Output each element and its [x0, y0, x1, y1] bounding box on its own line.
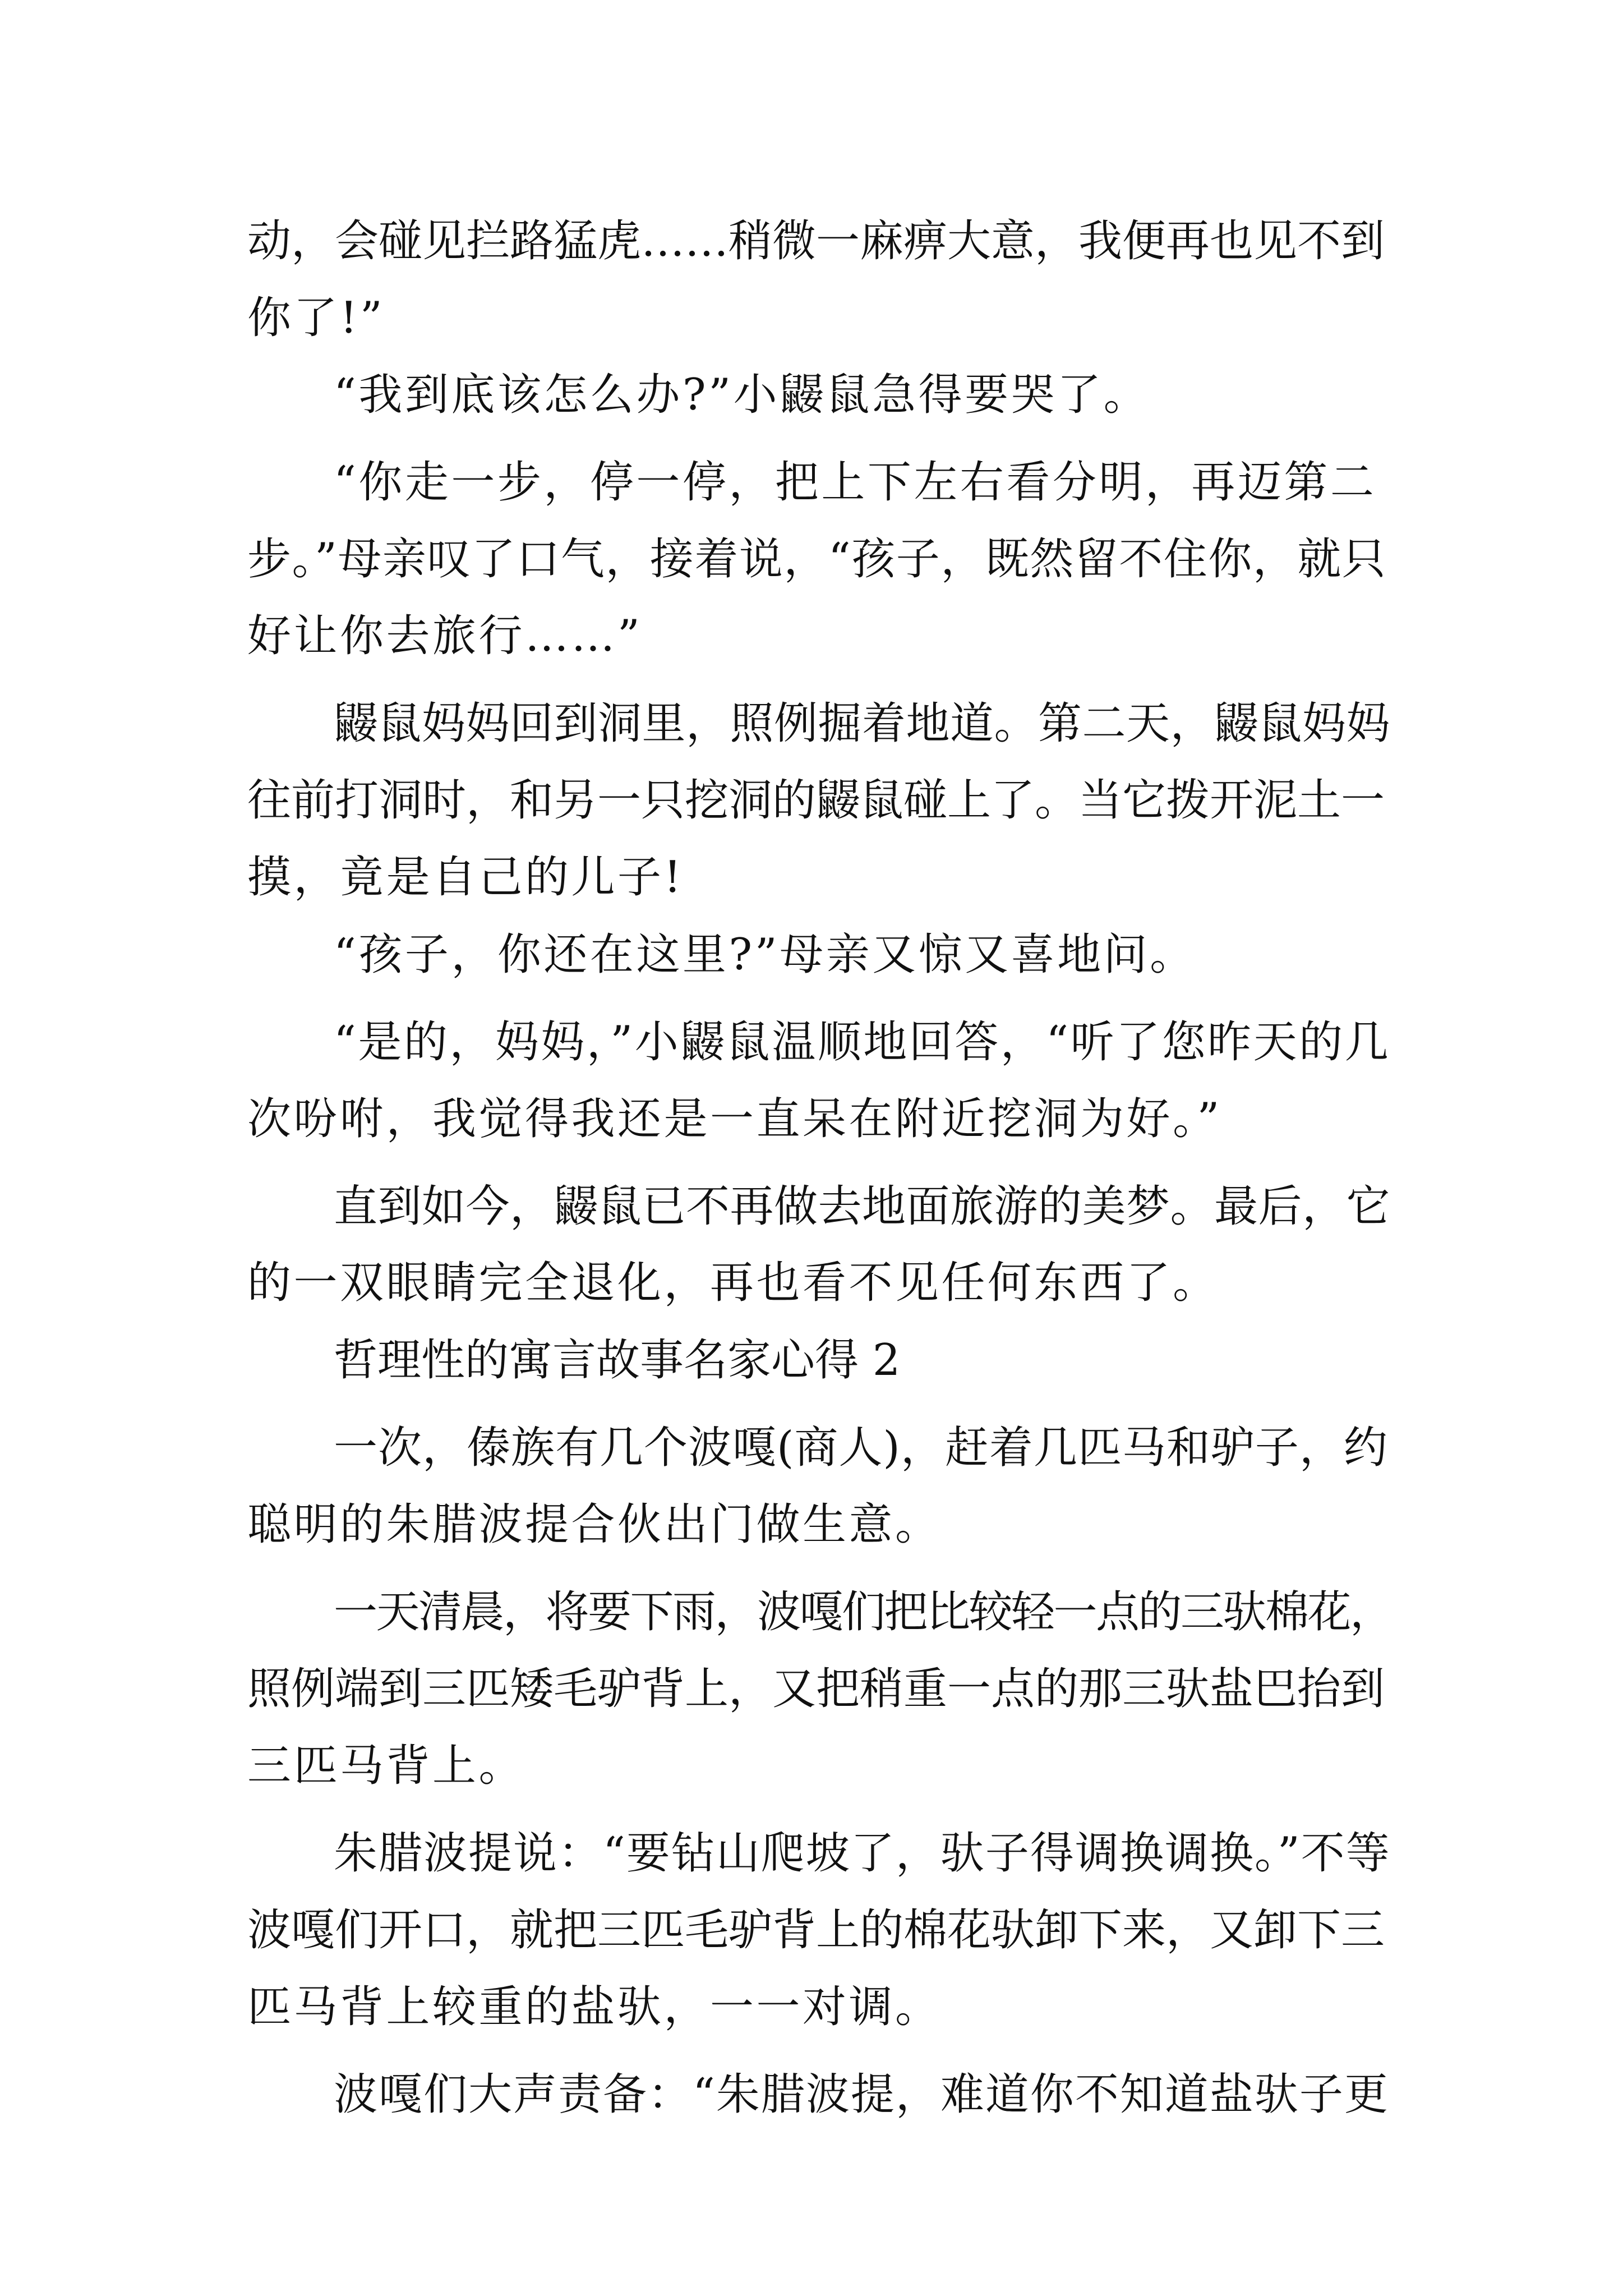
- text-line: 匹马背上较重的盐驮，一一对调。: [247, 1982, 942, 2032]
- text-line: 直到如今，鼹鼠已不再做去地面旅游的美梦。最后，它: [334, 1181, 1391, 1232]
- text-line: 一次，傣族有几个波嘎(商人)，赶着几匹马和驴子，约: [334, 1423, 1388, 1473]
- text-line: “是的，妈妈，”小鼹鼠温顺地回答，“听了您昨天的几: [334, 1017, 1391, 1068]
- text-line: 次吩咐，我觉得我还是一直呆在附近挖洞为好。”: [247, 1094, 1222, 1144]
- text-line: 照例端到三匹矮毛驴背上，又把稍重一点的那三驮盐巴抬到: [247, 1664, 1385, 1714]
- text-line: 你了!”: [247, 293, 385, 343]
- text-line: 聪明的朱腊波提合伙出门做生意。: [247, 1499, 942, 1550]
- text-line: 步。”母亲叹了口气，接着说，“孩子，既然留不住你，就只: [247, 534, 1387, 585]
- text-line: “孩子，你还在这里?”母亲又惊又喜地问。: [334, 930, 1196, 980]
- text-line: 一天清晨，将要下雨，波嘎们把比较轻一点的三驮棉花，: [334, 1587, 1393, 1637]
- text-line: 波嘎们大声责备：“朱腊波提，难道你不知道盐驮子更: [334, 2069, 1389, 2120]
- text-line: 朱腊波提说：“要钻山爬坡了，驮子得调换调换。”不等: [334, 1828, 1391, 1879]
- text-line: 鼹鼠妈妈回到洞里，照例掘着地道。第二天，鼹鼠妈妈: [334, 698, 1391, 749]
- text-line: 波嘎们开口，就把三匹毛驴背上的棉花驮卸下来，又卸下三: [247, 1905, 1385, 1955]
- text-line: 往前打洞时，和另一只挖洞的鼹鼠碰上了。当它拨开泥土一: [247, 775, 1385, 826]
- text-line: “你走一步，停一停，把上下左右看分明，再迈第二: [334, 457, 1377, 508]
- section-heading: 哲理性的寓言故事名家心得 2: [334, 1335, 901, 1386]
- text-line: 三匹马背上。: [247, 1741, 525, 1791]
- text-line: 好让你去旅行……”: [247, 611, 643, 661]
- text-line: 摸，竟是自己的儿子!: [247, 852, 684, 903]
- text-line: 的一双眼睛完全退化，再也看不见任何东西了。: [247, 1258, 1219, 1308]
- text-line: 动，会碰见拦路猛虎……稍微一麻痹大意，我便再也见不到: [247, 216, 1385, 266]
- text-line: “我到底该怎么办?”小鼹鼠急得要哭了。: [334, 370, 1150, 420]
